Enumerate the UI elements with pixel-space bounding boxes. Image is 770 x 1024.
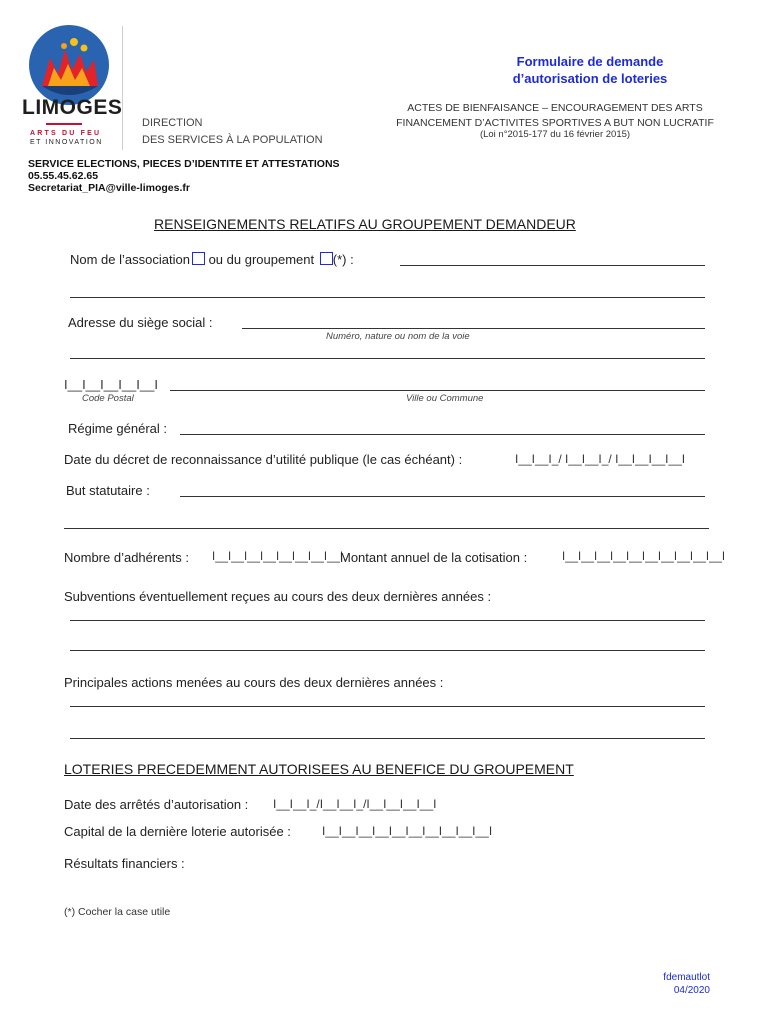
city-hint: Ville ou Commune — [406, 393, 484, 404]
dates-label: Date des arrêtés d’autorisation : — [64, 797, 249, 812]
decree-label: Date du décret de reconnaissance d’utilité publique (le cas échéant) : — [64, 452, 463, 467]
association-checkbox[interactable] — [192, 252, 205, 265]
members-boxes[interactable]: I__I__I__I__I__I__I__I__I. — [212, 551, 347, 563]
purpose-field[interactable] — [180, 496, 705, 497]
address-label: Adresse du siège social : — [68, 315, 213, 330]
capital-boxes[interactable]: I__I__I__I__I__I__I__I__I__I__I — [322, 824, 493, 838]
dates-boxes[interactable]: I__I__I_/I__I__I_/I__I__I__I__I — [273, 797, 437, 811]
fee-label: Montant annuel de la cotisation : — [340, 550, 528, 565]
grants-field-2[interactable] — [70, 650, 705, 651]
actions-field-1[interactable] — [70, 706, 705, 707]
members-label: Nombre d’adhérents : — [64, 550, 190, 565]
name-field-continued[interactable] — [70, 297, 705, 298]
subtitle-line-3: (Loi n°2015-177 du 16 février 2015) — [479, 129, 631, 140]
actions-field-2[interactable] — [70, 738, 705, 739]
limoges-logo — [28, 24, 110, 106]
regime-field[interactable] — [180, 434, 705, 435]
association-label: Nom de l’association — [70, 252, 190, 267]
grants-label: Subventions éventuellement reçues au cours des deux dernières années : — [64, 589, 492, 604]
association-row — [70, 252, 354, 267]
postal-code-hint: Code Postal — [82, 393, 134, 404]
section-title-groupement: RENSEIGNEMENTS RELATIFS AU GROUPEMENT DEMANDEUR — [154, 216, 576, 232]
brand-name: LIMOGES — [22, 96, 123, 119]
header-divider — [122, 26, 123, 150]
footnote: (*) Cocher la case utile — [64, 906, 171, 918]
subtitle-line-2: FINANCEMENT D’ACTIVITES SPORTIVES A BUT NON LUCRATIF — [396, 117, 714, 129]
name-field[interactable] — [400, 265, 705, 266]
postal-code-boxes[interactable]: I__I__I__I__I__I — [64, 377, 158, 392]
purpose-field-continued[interactable] — [64, 528, 709, 529]
section-title-loteries: LOTERIES PRECEDEMMENT AUTORISEES AU BENEFICE DU GROUPEMENT — [64, 761, 574, 777]
form-date: 04/2020 — [673, 985, 710, 996]
service-name: SERVICE ELECTIONS, PIECES D’IDENTITE ET ATTESTATIONS — [28, 158, 340, 170]
form-title-line-1: Formulaire de demande — [516, 54, 664, 69]
asterisk-label: (*) : — [332, 252, 354, 267]
grants-field-1[interactable] — [70, 620, 705, 621]
city-field[interactable] — [170, 390, 705, 391]
fee-boxes[interactable]: I__I__I__I__I__I__I__I__I__I__I — [562, 551, 726, 563]
brand-tagline-1: ARTS DU FEU — [30, 130, 102, 137]
brand-divider — [46, 123, 82, 125]
direction-line-1: DIRECTION — [142, 117, 203, 129]
decree-date-boxes[interactable]: I__I__I_/ I__I__I_/ I__I__I__I__I — [515, 452, 686, 466]
actions-label: Principales actions menées au cours des deux dernières années : — [64, 675, 444, 690]
purpose-label: But statutaire : — [66, 483, 150, 498]
groupement-checkbox[interactable] — [320, 252, 333, 265]
direction-line-2: DES SERVICES À LA POPULATION — [142, 134, 323, 146]
groupement-label: ou du groupement — [208, 252, 315, 267]
brand-tagline-2: ET INNOVATION — [30, 139, 103, 146]
form-title-line-2: d’autorisation de loteries — [512, 71, 668, 86]
form-code: fdemautlot — [663, 972, 710, 983]
subtitle-line-1: ACTES DE BIENFAISANCE – ENCOURAGEMENT DES ARTS — [407, 102, 703, 114]
address-field[interactable] — [242, 328, 705, 329]
results-label: Résultats financiers : — [64, 856, 185, 871]
address-field-continued[interactable] — [70, 358, 705, 359]
service-phone: 05.55.45.62.65 — [28, 170, 99, 182]
service-email: Secretariat_PIA@ville-limoges.fr — [28, 182, 190, 194]
address-hint: Numéro, nature ou nom de la voie — [326, 331, 470, 342]
capital-label: Capital de la dernière loterie autorisée : — [64, 824, 291, 839]
regime-label: Régime général : — [68, 421, 167, 436]
